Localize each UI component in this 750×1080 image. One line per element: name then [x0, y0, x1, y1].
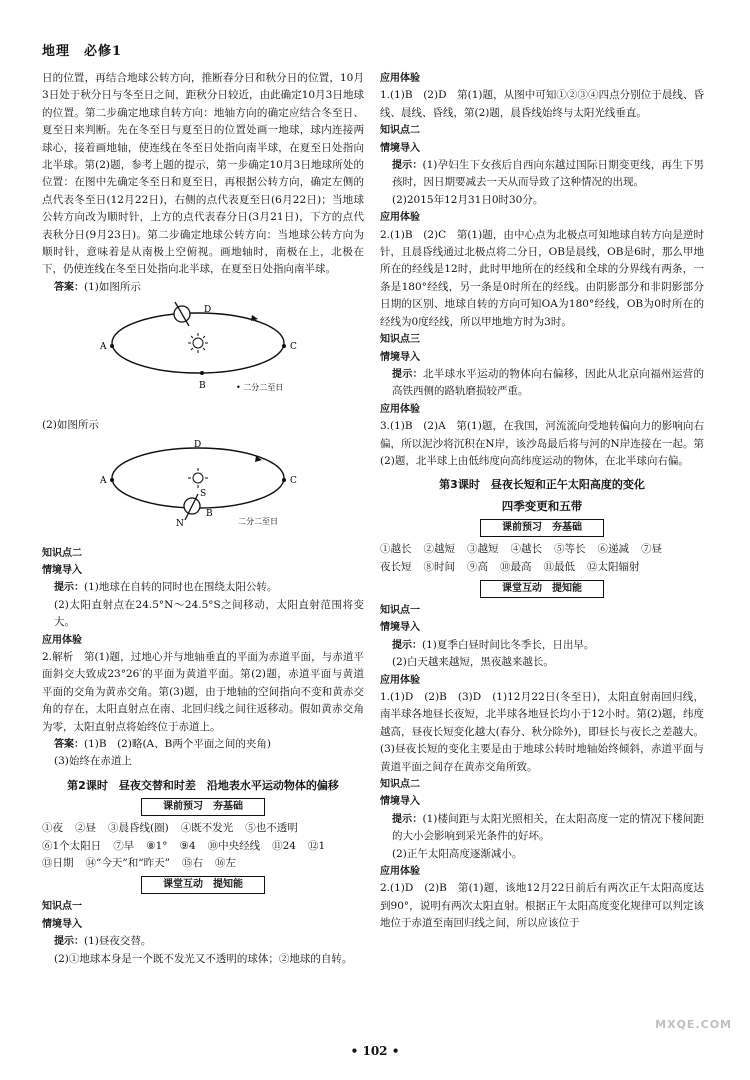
label-s: S [200, 489, 207, 500]
answer-text: 1.(1)D (2)B (3)D (1)12月22日(冬至日)，太阳直射南回归线，南半球各地昼长夜短，北半球各地昼长均小于12小时。第(2)题，纬度越高，昼夜长短变化越大(春分、秋分除外)，即昼长与夜长之差越大。(3)昼夜长短的变化主要是由于地球公转时地轴始终倾斜，赤道平面与黄道平面之间存在黄赤交角所致。 [380, 691, 704, 773]
apply-heading: 应用体验 [380, 866, 420, 878]
answer-text: 2.(1)B (2)C 第(1)题，由中心点为北极点可知地球自转方向是逆时针，且晨昏线通过北极点将二分日，OB是晨线，OB是6时，那么甲地所在的经线是12时，此时甲地所在的经线和全球的分界线有两条，一条是180°经线，另一条是0时所在的经线。由阴影部分和非阴影部分日期的区别、地球自转的方向可知OA为180°经线，OB为0时所在的经线为0度经线，所以甲地地方时为3时。 [380, 228, 704, 328]
answer-text: 2.(1)D (2)B 第(1)题，该地12月22日前后有两次正午太阳高度达到90°，说明有两次太阳直射。根据正午太阳高度变化规律可以判定该地位于赤道至南回归线之间，所以应该位于 [380, 882, 704, 930]
preview-banner: 课前预习 夯基础 [480, 519, 604, 537]
tip-text: (2)①地球本身是一个既不发光又不透明的球体；②地球的自转。 [54, 952, 353, 965]
class-banner: 课堂互动 提知能 [480, 580, 604, 598]
label-d: D [194, 440, 202, 451]
preview-banner: 课前预习 夯基础 [141, 798, 265, 816]
fill-row: ①越长 ②越短 ③越短 ④越长 ⑤等长 ⑥递减 ⑦昼 [380, 543, 662, 556]
answer-label: 答案： [54, 738, 84, 750]
tip-text: (2)正午太阳高度逐渐减小。 [392, 847, 523, 860]
tip-text: (1)夏季白昼时间比冬季长，日出早。 [422, 638, 595, 651]
tip-text: (1)孕妇生下女孩后自西向东越过国际日期变更线，再生下男孩时，因日期要减去一天从而导致了这种情况的出现。 [392, 159, 705, 189]
watermark: MXQE.COM [655, 1018, 732, 1031]
tip-label: 提示： [392, 368, 423, 380]
fill-row: ⑥1个太阳日 ⑦早 ⑧1° ⑨4 ⑩中央经线 ⑪24 ⑫1 [42, 839, 326, 852]
lesson-3-title: 第3课时 昼夜长短和正午太阳高度的变化 [439, 478, 645, 492]
tip-label: 提示： [54, 936, 84, 948]
answer-label: 答案： [54, 281, 84, 293]
analysis-text: 2.解析 第(1)题，过地心并与地轴垂直的平面为赤道平面，与赤道平面斜交大致成23°26′的平面为黄道平面。第(2)题，赤道平面与黄道平面的交角为黄赤交角。第(3)题，由于地轴的空间指向不变和黄赤交角的存在，太阳直射点在南、北回归线之间往返移动。假如黄赤交角为零，太阳直射点将始终位于赤道上。 [42, 650, 364, 733]
label-d: D [204, 305, 212, 316]
kp-1-heading: 知识点一 [380, 604, 420, 616]
situation-heading: 情境导入 [380, 796, 420, 808]
fill-row: ⑬日期 ⑭“今天”和“昨天” ⑮右 ⑯左 [42, 857, 236, 869]
label-a: A [100, 476, 107, 487]
tip-text: (1)昼夜交替。 [84, 935, 152, 948]
orbit-diagram-2 [42, 436, 364, 542]
label-c: C [290, 476, 297, 487]
orbit-diagram-1 [42, 298, 364, 414]
tip-label: 提示： [392, 160, 423, 172]
page-number: • 102 • [350, 1044, 400, 1058]
tip-label: 提示： [392, 813, 423, 825]
apply-heading: 应用体验 [380, 73, 420, 84]
fill-row: 夜长短 ⑧时间 ⑨高 ⑩最高 ⑪最低 ⑫太阳辐射 [380, 560, 640, 573]
fill-row: ①夜 ②昼 ③晨昏线(圈) ④既不发光 ⑤也不透明 [42, 822, 298, 835]
tip-label: 提示： [54, 582, 84, 594]
kp-1-heading: 知识点一 [42, 901, 82, 913]
label-a: A [100, 342, 107, 353]
kp-2-heading: 知识点二 [380, 779, 420, 791]
apply-heading: 应用体验 [380, 212, 420, 224]
diagram-note: 二分二至日 [238, 517, 278, 527]
tip-text: (2)太阳直射点在24.5°N～24.5°S之间移动，太阳直射范围将变大。 [54, 598, 364, 629]
label-b: B [199, 381, 206, 392]
situation-heading: 情境导入 [42, 564, 82, 576]
tip-text: (2)白天越来越短，黑夜越来越长。 [392, 656, 554, 669]
left-column [42, 70, 364, 968]
kp-2-heading: 知识点二 [42, 547, 82, 559]
situation-heading: 情境导入 [380, 622, 420, 634]
page-header: 地理 必修1 [42, 44, 123, 59]
right-column [380, 70, 704, 933]
tip-text: (2)2015年12月31日0时30分。 [392, 193, 544, 206]
lesson-2-title: 第2课时 昼夜交替和时差 沿地表水平运动物体的偏移 [67, 778, 339, 792]
kp-2-heading: 知识点二 [380, 125, 420, 137]
apply-heading: 应用体验 [380, 403, 420, 415]
situation-heading: 情境导入 [42, 918, 82, 930]
answer-text: (1)B (2)略(A、B两个平面之间的夹角) [84, 737, 271, 750]
explanation-paragraph: 日的位置，再结合地球公转方向，推断春分日和秋分日的位置，10月3日处于秋分日与冬至日之间，距秋分日较近，由此确定10月3日地球的位置。第二步确定地球自转方向：地轴方向的确定应结合冬至日、夏至日来判断。先在冬至日与夏至日的位置处画一地球，球内连接两球心，接着画地轴，使连线在冬至日处指向南半球，在夏至日处指向北半球。第(2)题，参考上题的提示，第一步确定10月3日地球所处的位置：在图中先确定冬至日和夏至日，再根据公转方向，确定左侧的点代表冬至日(12月22日)，右侧的点代表夏至日(6月22日)；当地球公转方向改为顺时针，上方的点代表春分日(3月21日)，下方的点代表秋分日(9月23日)。第二步确定地球公转方向：当地球公转方向为顺时针，意味着是从南极上空俯视。画地轴时，南极在上，北极在下，仍使连线在冬至日处指向北半球，在夏至日处指向南半球。 [42, 72, 364, 276]
answer-2: (2)如图所示 [42, 418, 99, 431]
answer-text: 3.(1)B (2)A 第(1)题，在我国，河流流向受地转偏向力的影响向右偏，所以泥沙将沉积在N岸，该沙岛最后将与河的N岸连接在一起。第(2)题，北半球上由低纬度向高纬度运动的物体，在北半球向右偏。 [380, 420, 704, 467]
lesson-subtitle: 四季变更和五带 [501, 498, 583, 513]
situation-heading: 情境导入 [380, 351, 420, 363]
class-banner: 课堂互动 提知能 [141, 876, 265, 894]
answer-text: (3)始终在赤道上 [54, 755, 132, 768]
situation-heading: 情境导入 [380, 142, 420, 154]
tip-text: (1)楼间距与太阳光照相关，在太阳高度一定的情况下楼间距的大小会影响到采光条件的好坏。 [392, 812, 705, 843]
answer-text: 1.(1)B (2)D 第(1)题，从图中可知①②③④四点分别位于晨线、昏线、晨线、昏线，第(2)题，晨昏线始终与太阳光线垂直。 [380, 89, 704, 119]
apply-heading: 应用体验 [42, 634, 82, 646]
kp-3-heading: 知识点三 [380, 334, 420, 346]
apply-heading: 应用体验 [380, 674, 420, 686]
label-c: C [290, 342, 297, 353]
label-b: B [206, 509, 213, 520]
tip-text: 北半球水平运动的物体向右偏移，因此从北京向福州运营的高铁西侧的路轨磨损较严重。 [392, 367, 705, 398]
label-n: N [176, 519, 184, 530]
fill-answers [380, 541, 704, 576]
fill-answers [42, 820, 364, 872]
diagram-note: • 二分二至日 [236, 383, 284, 393]
answer-1: (1)如图所示 [84, 280, 141, 293]
tip-text: (1)地球在自转的同时也在围绕太阳公转。 [84, 581, 278, 594]
tip-label: 提示： [392, 639, 422, 651]
